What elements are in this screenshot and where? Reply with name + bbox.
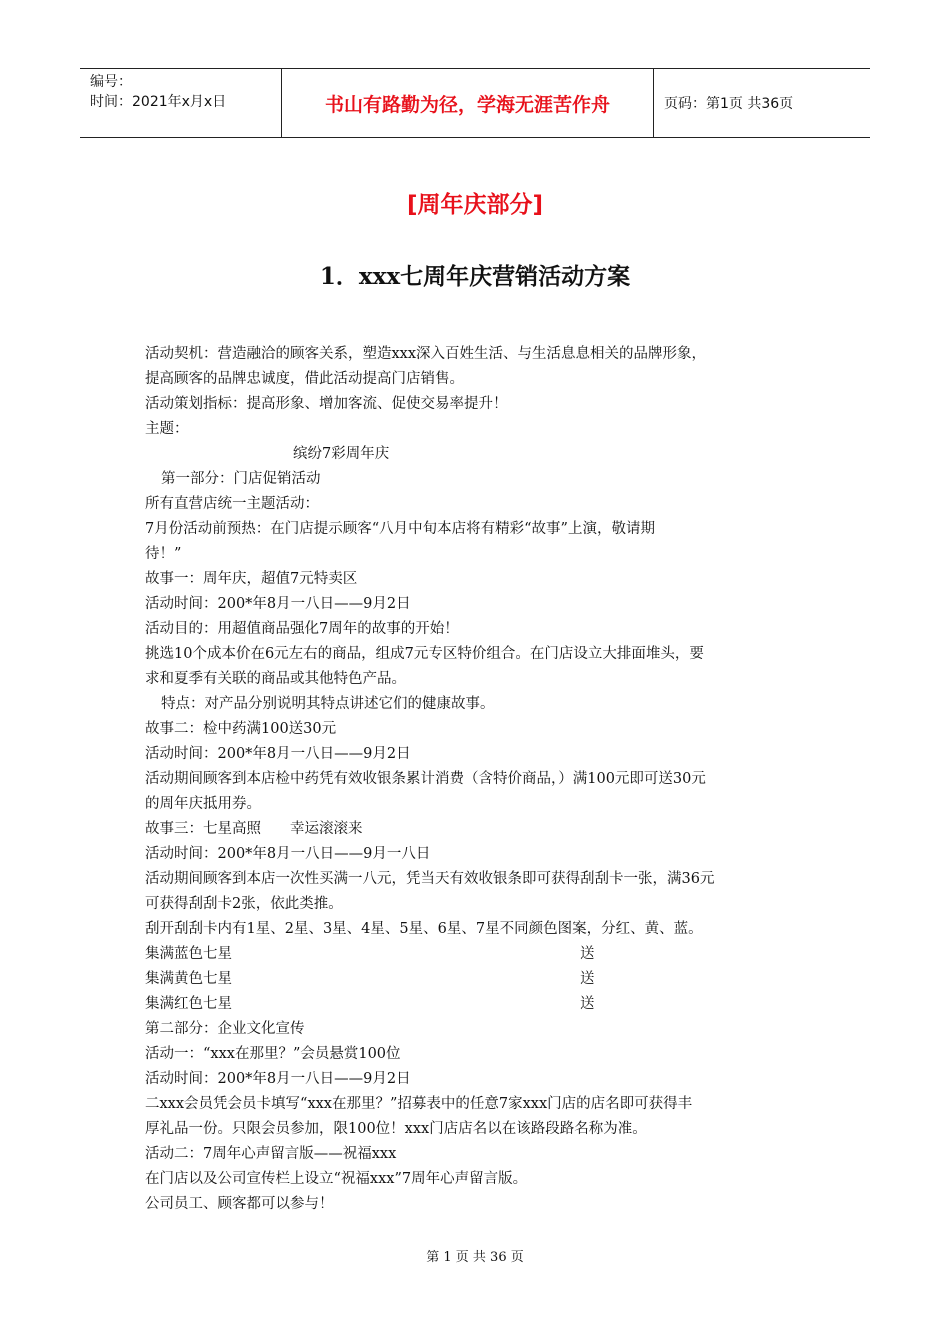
- prize-row: [145, 992, 815, 1017]
- section-title: [周年庆部分]: [406, 192, 544, 218]
- header-info-cell: [80, 69, 282, 137]
- paragraph-line: 的周年庆抵用券。: [145, 796, 261, 812]
- paragraph-line: 活动时间：200*年8月一八日——9月2日: [145, 746, 411, 762]
- prize-reward: 送: [580, 996, 595, 1012]
- paragraph-line: 挑选10个成本价在6元左右的商品，组成7元专区特价组合。在门店设立大排面堆头，要: [145, 646, 704, 662]
- activity-heading: 活动一：“xxx在那里？”会员悬赏100位: [145, 1046, 401, 1062]
- paragraph-line: 活动时间：200*年8月一八日——9月2日: [145, 596, 411, 612]
- prize-condition: 集满蓝色七星: [145, 946, 232, 962]
- paragraph-line: 二xxx会员凭会员卡填写“xxx在那里？”招募表中的任意7家xxx门店的店名即可获得丰: [145, 1096, 693, 1112]
- paragraph-line: 活动契机：营造融洽的顾客关系，塑造xxx深入百姓生活、与生活息息相关的品牌形象，: [145, 346, 707, 362]
- prize-condition: 集满黄色七星: [145, 971, 232, 987]
- paragraph-line: 活动时间：200*年8月一八日——9月2日: [145, 1071, 411, 1087]
- header-motto: 书山有路勤为径，学海无涯苦作舟: [282, 69, 654, 137]
- header-page-info: 页码：第1页 共36页: [664, 96, 794, 112]
- theme-value: 缤纷7彩周年庆: [293, 446, 390, 462]
- prize-reward: 送: [580, 946, 595, 962]
- paragraph-line: 活动策划指标：提高形象、增加客流、促使交易率提升！: [145, 396, 508, 412]
- theme-label: 主题：: [145, 421, 189, 437]
- paragraph-line: 活动目的：用超值商品强化7周年的故事的开始！: [145, 621, 459, 637]
- paragraph-line: 活动期间顾客到本店一次性买满一八元，凭当天有效收银条即可获得刮刮卡一张，满36元: [145, 871, 715, 887]
- paragraph-line: 7月份活动前预热：在门店提示顾客“八月中旬本店将有精彩“故事”上演，敬请期: [145, 521, 655, 537]
- header-table: [80, 68, 870, 138]
- page-footer: 第 1 页 共 36 页: [426, 1250, 524, 1265]
- paragraph-line: 所有直营店统一主题活动：: [145, 496, 319, 512]
- paragraph-line: 在门店以及公司宣传栏上设立“祝福xxx”7周年心声留言版。: [145, 1171, 528, 1187]
- main-title: 1．xxx七周年庆营销活动方案: [319, 263, 631, 290]
- paragraph-line: 公司员工、顾客都可以参与！: [145, 1196, 334, 1212]
- paragraph-line: 特点：对产品分别说明其特点讲述它们的健康故事。: [161, 696, 495, 712]
- document-body: [145, 342, 815, 1217]
- paragraph-line: 活动时间：200*年8月一八日——9月一八日: [145, 846, 431, 862]
- prize-row: [145, 967, 815, 992]
- paragraph-line: 厚礼品一份。只限会员参加，限100位！xxx门店店名以在该路段路名称为准。: [145, 1121, 647, 1137]
- paragraph-line: 可获得刮刮卡2张，依此类推。: [145, 896, 343, 912]
- paragraph-line: 刮开刮刮卡内有1星、2星、3星、4星、5星、6星、7星不同颜色图案，分红、黄、蓝。: [145, 921, 703, 937]
- paragraph-line: 提高顾客的品牌忠诚度，借此活动提高门店销售。: [145, 371, 464, 387]
- paragraph-line: 待！”: [145, 546, 182, 562]
- story-heading: 故事二：检中药满100送30元: [145, 721, 337, 737]
- number-label: 编号：: [90, 74, 132, 90]
- prize-reward: 送: [580, 971, 595, 987]
- activity-heading: 活动二：7周年心声留言版——祝福xxx: [145, 1146, 397, 1162]
- story-heading: 故事三：七星高照 幸运滚滚来: [145, 821, 363, 837]
- paragraph-line: 活动期间顾客到本店检中药凭有效收银条累计消费（含特价商品，）满100元即可送30元: [145, 771, 706, 787]
- story-heading: 故事一：周年庆，超值7元特卖区: [145, 571, 358, 587]
- part-heading: 第一部分：门店促销活动: [161, 471, 321, 487]
- paragraph-line: 求和夏季有关联的商品或其他特色产品。: [145, 671, 406, 687]
- time-label: 时间：2021年x月x日: [90, 94, 227, 110]
- prize-row: [145, 942, 815, 967]
- prize-condition: 集满红色七星: [145, 996, 232, 1012]
- part-heading: 第二部分：企业文化宣传: [145, 1021, 305, 1037]
